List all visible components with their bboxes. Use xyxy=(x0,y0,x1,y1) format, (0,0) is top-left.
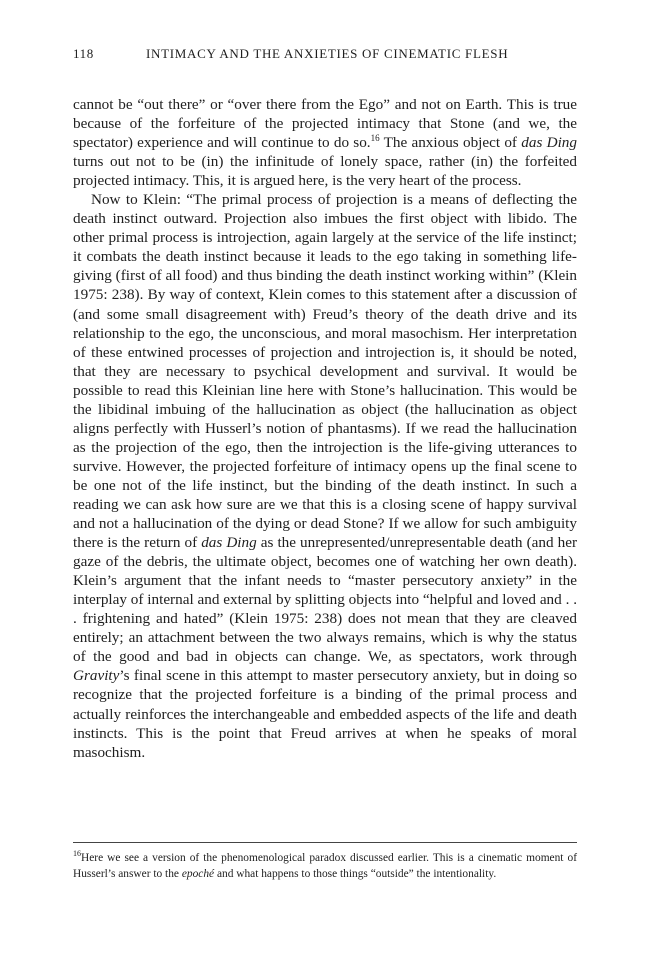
paragraph-2-text-a: Now to Klein: “The primal process of projection is a means of deflecting the death instinct outward. Projection also imbues the first object with libido. The other primal process is introjection, again largely at the service of the life instinct; it combats the death instinct because it leads to the ego taking in something life-giving (first of all food) and thus binding the death instinct working within” (Klein 1975: 238). By way of context, Klein comes to this statement after a discussion of (and some small disagreement with) Freud’s theory of the death drive and its relationship to the ego, the unconscious, and moral masochism. Her interpretation of these entwined processes of projection and introjection is, it should be noted, that they are necessary to psychical development and survival. It would be possible to read this Kleinian line here with Stone’s hallucination. This would be the libidinal imbuing of the hallucination as object (the hallucination as object aligns perfectly with Husserl’s notion of phantasms). If we read the hallucination as the projection of the ego, then the introjection is the life-giving utterances to survive. However, the projected forfeiture of intimacy opens up the final scene to be one not of the life instinct, but the binding of the death instinct. In such a reading we can ask how sure are we that this is a closing scene of happy survival and not a hallucination of the dying or dead Stone? If we allow for such ambiguity there is the return of xyxy=(73,191,577,552)
page-number: 118 xyxy=(73,46,94,61)
paragraph-2-text-c: as the unrepresented/unrepresentable death (and her gaze of the debris, the ultimate object, becomes one of watching her own death). Klein’s argument that the infant needs to “master persecutory anxiety” in the interplay of internal and external by splitting objects into “helpful and loved and . . . frightening and hated” (Klein 1975: 238) does not mean that they are cleaved entirely; an attachment between the two always remains, which is why the status of the good and bad in objects can change. We, as spectators, work through xyxy=(73,534,578,666)
running-head: INTIMACY AND THE ANXIETIES OF CINEMATIC FLESH xyxy=(146,46,509,61)
italic-epoche: epoché xyxy=(181,867,215,880)
footnote-text-c: and what happens to those things “outside” the intentionality. xyxy=(214,867,497,880)
italic-gravity: Gravity xyxy=(73,667,120,685)
body-text xyxy=(73,95,577,762)
footnote-text-a: Here we see a version of the phenomenological paradox discussed earlier. This is a cinematic moment of Husserl’s answer to the xyxy=(73,852,577,880)
italic-das-ding: das Ding xyxy=(521,134,577,152)
footnote-mark: 16 xyxy=(73,849,81,859)
paragraph-2 xyxy=(73,190,577,761)
footnote xyxy=(73,851,577,882)
paragraph-1-text-b: The anxious object of xyxy=(379,134,522,152)
paragraph-1 xyxy=(73,95,577,190)
paragraph-2-text-e: ’s final scene in this attempt to master persecutory anxiety, but in doing so recognize that the projected forfeiture is a binding of the primal process and actually reinforces the interchangeable and embedded aspects of the life and death instincts. This is the point that Freud arrives at when he speaks of moral masochism. xyxy=(73,667,577,761)
italic-das-ding-2: das Ding xyxy=(201,534,257,552)
page-header xyxy=(73,46,577,66)
footnote-reference[interactable]: 16 xyxy=(370,133,380,144)
footnote-divider xyxy=(73,842,577,843)
paragraph-1-text-d: turns out not to be (in) the infinitude of lonely space, rather (in) the forfeited projected intimacy. This, it is argued here, is the very heart of the process. xyxy=(73,153,577,190)
paragraph-1-text-a: cannot be “out there” or “over there from the Ego” and not on Earth. This is true because of the forfeiture of the projected intimacy that Stone (and we, the spectator) experience and will continue to do so. xyxy=(73,96,577,152)
